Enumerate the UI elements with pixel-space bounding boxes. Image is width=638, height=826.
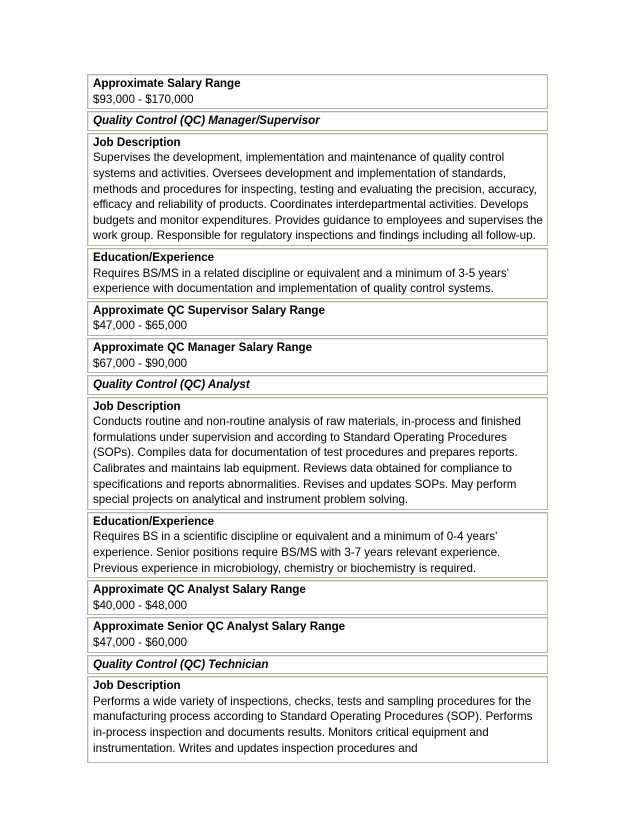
section-title: Quality Control (QC) Analyst — [93, 378, 250, 392]
cell-text: $47,000 - $60,000 — [93, 636, 188, 649]
section-heading-qc-technician — [87, 655, 548, 675]
job-description-cell — [87, 133, 548, 246]
cell-text: Supervises the development, implementation and maintenance of quality control systems and activities. Oversees development and implementation of standards, methods and procedures for inspecting, testing and evaluating the precision, accuracy, efficacy and reliability of products. Coordinates interdepartmental activities. Develops budgets and monitor expenditures. Provides guidance to employees and supervises the work group. Responsible for regulatory inspections and findings including all follow-up. — [93, 151, 543, 243]
cell-text: Conducts routine and non-routine analysis of raw materials, in-process and finished formulations under supervision and according to Standard Operating Procedures (SOPs). Compiles data for documentation of test procedures and prepares reports. Calibrates and maintains lab equipment. Reviews data obtained for compliance to specifications and reports abnormalities. Revises and updates SOPs. May perform special projects on analytical and instrument problem solving. — [93, 415, 521, 507]
cell-heading: Education/Experience — [93, 250, 215, 264]
cell-heading: Approximate QC Manager Salary Range — [93, 340, 313, 354]
cell-heading: Job Description — [93, 679, 181, 693]
section-title: Quality Control (QC) Manager/Supervisor — [93, 114, 320, 128]
salary-range-cell — [87, 617, 548, 652]
education-experience-cell — [87, 512, 548, 578]
cell-text: Requires BS/MS in a related discipline or equivalent and a minimum of 3-5 years' experience with documentation and implementation of quality control systems. — [93, 266, 509, 296]
salary-range-cell — [87, 74, 548, 109]
section-heading-qc-manager — [87, 111, 548, 131]
section-title: Quality Control (QC) Technician — [93, 657, 269, 671]
cell-text: $93,000 - $170,000 — [93, 92, 194, 106]
salary-range-cell — [87, 580, 548, 615]
cell-text: $47,000 - $65,000 — [93, 319, 188, 333]
salary-range-cell — [87, 338, 548, 373]
cell-text: Performs a wide variety of inspections, checks, tests and sampling procedures for the manufacturing process according to Standard Operating Procedures (SOP). Performs in-process inspection and documents results. Monitors critical equipment and instrumentation. Writes and updates inspection procedures and — [93, 694, 533, 755]
education-experience-cell — [87, 248, 548, 299]
cell-text: $67,000 - $90,000 — [93, 356, 188, 370]
cell-heading: Approximate Salary Range — [93, 77, 241, 90]
cell-heading: Education/Experience — [93, 514, 215, 528]
cell-text: Requires BS in a scientific discipline or equivalent and a minimum of 0-4 years' experience. Senior positions require BS/MS with 3-7 years relevant experience. Previous experience in microbiology, chemistry or biochemistry is required. — [93, 530, 501, 575]
job-description-cell — [87, 676, 548, 763]
cell-heading: Job Description — [93, 399, 181, 413]
job-description-table — [87, 74, 548, 765]
job-description-cell — [87, 397, 548, 510]
cell-heading: Approximate QC Analyst Salary Range — [93, 583, 306, 597]
cell-heading: Approximate QC Supervisor Salary Range — [93, 303, 325, 317]
section-heading-qc-analyst — [87, 375, 548, 395]
cell-heading: Approximate Senior QC Analyst Salary Range — [93, 620, 346, 634]
cell-heading: Job Description — [93, 135, 181, 149]
cell-text: $40,000 - $48,000 — [93, 598, 188, 612]
salary-range-cell — [87, 301, 548, 336]
